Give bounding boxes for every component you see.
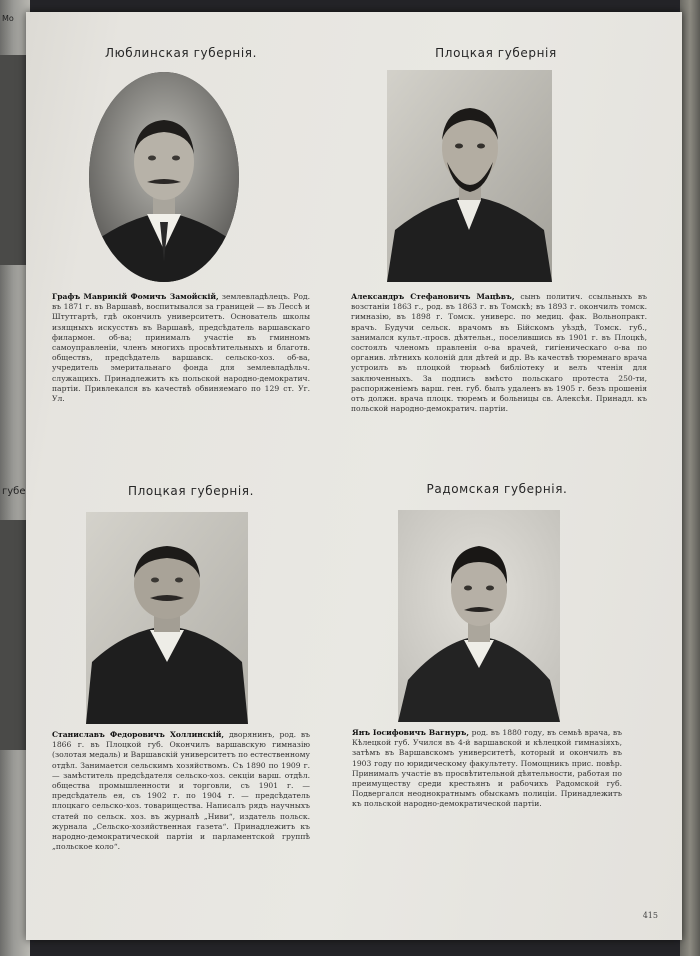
biography-text — [52, 730, 310, 898]
portrait-rectangular — [398, 510, 560, 722]
biography-text — [352, 728, 622, 870]
biography-body: дворянинъ, род. въ 1866 г. въ Плоцкой губ. Окончилъ варшавскую гимназію (золотая медаль) и Варшавскій университетъ по естественному отдѣл. Занимается сельскимъ хозяйствомъ. Съ 1890 по 1909 г. — замѣститель предсѣдателя сельско-хоз. секціи варш. отдѣл. общества промышленности и торговли, съ 1901 г. — предсѣдатель ея, съ 1902 г. по 1904 г. — предсѣдатель плоцкаго сельско-хоз. товарищества. Написалъ рядъ научныхъ статей по сельск. хоз. въ журналѣ „Ниви“, издатель польск. журнала „Сельско-хозяйственная газета“. Принадлежитъ къ народно-демократической партіи и парламентской группѣ „польское коло“. — [52, 730, 310, 852]
book-page — [26, 12, 682, 940]
book-cover-edge — [680, 0, 700, 956]
biography-text — [351, 292, 647, 454]
page-number: 415 — [642, 911, 658, 920]
section-heading: Люблинская губернія. — [104, 46, 258, 60]
biography-body: род. въ 1880 году, въ семьѣ врача, въ Кѣлецкой губ. Учился въ 4-й варшавской и кѣлецкой гимназіяхъ, затѣмъ въ Варшавскомъ университетѣ, который и окончилъ въ 1903 году по юридическому факультету. Помощникъ прис. повѣр. Принималъ участіе въ просвѣтительной дѣятельности, работая по преимуществу среди крестьянъ и рабочихъ Радомской губ. Подвергался неоднократнымъ обыскамъ полиціи. Принадлежитъ къ польской народно-демократической партіи. — [352, 728, 622, 809]
section-heading: Плоцкая губернія — [435, 46, 557, 60]
person-name: Станиславъ Федоровичъ Холлинскій, — [52, 730, 225, 739]
previous-page-fragment: губе — [2, 486, 26, 497]
person-name: Александръ Стефановичъ Мацѣвъ, — [351, 292, 515, 301]
section-heading: Радомская губернія. — [426, 482, 568, 496]
portrait-figure — [86, 512, 248, 724]
biography-body: землевладѣлецъ. Род. въ 1871 г. въ Варшавѣ, воспитывался за границей — въ Лессѣ и Штутгартѣ, гдѣ окончилъ университетъ. Основатель школы изящныхъ искусствъ въ Варшавѣ, предсѣдатель варшавскаго филармон. об-ва; принималъ участіе въ гминномъ самоуправленіи, членъ многихъ просвѣтительныхъ и благотв. обществъ, предсѣдатель варшавск. сельско-хоз. об-ва, учредитель эмеритальнаго фонда для землевладѣльч. служащихъ. Принадлежитъ къ польской народно-демократич. партіи. Привлекался въ качествѣ обвиняемаго по 129 ст. Уг. Ул. — [52, 292, 310, 404]
person-name: Графъ Маврикій Фомичъ Замойскій, — [52, 292, 219, 301]
section-heading: Плоцкая губернія. — [127, 484, 255, 498]
biography-text — [52, 292, 310, 442]
previous-page-photo — [0, 520, 26, 750]
previous-page-photo — [0, 55, 26, 265]
person-name: Янъ Іосифовичъ Вагнуръ, — [352, 728, 469, 737]
portrait-figure — [387, 70, 552, 282]
portrait-oval — [89, 72, 239, 282]
previous-page-fragment: Мо — [2, 14, 14, 23]
portrait-rectangular — [86, 512, 248, 724]
portrait-rectangular — [387, 70, 552, 282]
portrait-figure — [89, 72, 239, 282]
portrait-figure — [398, 510, 560, 722]
biography-body: сынъ политич. ссыльныхъ въ возстаніи 1863 г., род. въ 1863 г. въ Томскѣ; въ 1893 г. окончилъ томск. гимназію, въ 1898 г. Томск. универс. по медиц. фак. Вольнопракт. врачъ. Будучи сельск. врачомъ въ Бійскомъ уѣздѣ, Томск. губ., занимался культ.-просв. дѣятельн., поселившись въ 1901 г. въ Плоцкѣ, состоялъ членомъ правленія о-ва врачей, гигіеническаго о-ва по органив. лѣтнихъ колоній для дѣтей и др. Въ качествѣ тюремнаго врача устроилъ въ плоцкой тюрьмѣ библіотеку и велъ чтенія для заключенныхъ. За подписъ вмѣсто польскаго протеста 250-ти, распоряженіемъ варш. ген. губ. былъ удаленъ въ 1905 г. безъ прошенія отъ должн. врача плоцк. тюремъ и больницы св. Алексѣя. Принадл. къ польской народно-демократич. партіи. — [351, 292, 647, 414]
